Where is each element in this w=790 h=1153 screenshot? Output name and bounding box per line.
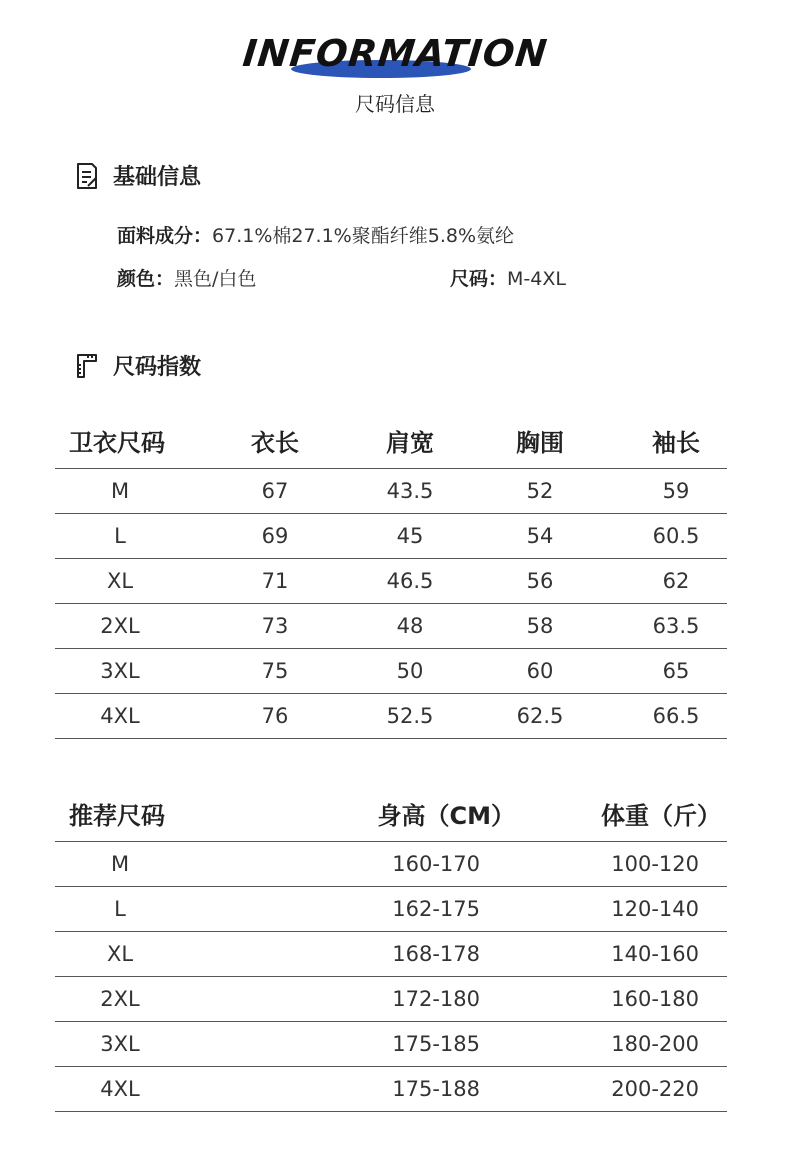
table-row	[55, 842, 727, 887]
basic-info-title: 基础信息	[113, 165, 202, 190]
color-value: 黑色/白色	[174, 268, 257, 290]
size-table	[55, 412, 727, 739]
table-cell: 100-120	[611, 852, 699, 876]
table-cell: 76	[261, 704, 289, 728]
table-cell: 3XL	[100, 659, 140, 683]
table-cell: 63.5	[652, 614, 700, 638]
table-header-row	[55, 785, 727, 842]
title-wrap	[240, 30, 550, 78]
table-cell: 2XL	[100, 614, 140, 638]
color-line	[117, 264, 256, 291]
table-row	[55, 1022, 727, 1067]
table-cell: 62	[662, 569, 690, 593]
document-icon	[75, 162, 99, 190]
page-title: INFORMATION	[240, 32, 550, 75]
table-cell: 62.5	[516, 704, 564, 728]
table-cell: 50	[396, 659, 424, 683]
table-cell: XL	[106, 942, 134, 966]
table-row	[55, 1067, 727, 1112]
table-row	[55, 977, 727, 1022]
size-value: M-4XL	[507, 268, 566, 290]
table-cell: 172-180	[392, 987, 480, 1011]
table-cell: 3XL	[100, 1032, 140, 1056]
header	[0, 30, 790, 117]
table-cell: 69	[261, 524, 289, 548]
table-cell: 56	[526, 569, 554, 593]
table-cell: 48	[396, 614, 424, 638]
column-header: 衣长	[251, 428, 299, 457]
table-cell: 43.5	[386, 479, 434, 503]
table-header-row	[55, 412, 727, 469]
table-cell: 180-200	[611, 1032, 699, 1056]
table-cell: 67	[261, 479, 289, 503]
column-header: 身高（CM）	[377, 801, 515, 830]
size-index-heading	[75, 350, 201, 381]
table-cell: 200-220	[611, 1077, 699, 1101]
table-cell: 162-175	[392, 897, 480, 921]
column-header: 袖长	[652, 428, 700, 457]
table-row	[55, 514, 727, 559]
size-index-title: 尺码指数	[113, 355, 202, 380]
fabric-line	[117, 221, 514, 248]
table-cell: M	[110, 479, 130, 503]
table-row	[55, 932, 727, 977]
column-header: 推荐尺码	[69, 801, 165, 830]
table-row	[55, 887, 727, 932]
table-cell: 66.5	[652, 704, 700, 728]
color-label: 颜色：	[117, 268, 175, 290]
table-cell: M	[110, 852, 130, 876]
table-cell: 45	[396, 524, 424, 548]
table-cell: 71	[261, 569, 289, 593]
table-cell: 175-188	[392, 1077, 480, 1101]
table-cell: L	[114, 524, 126, 548]
fabric-label: 面料成分：	[117, 225, 213, 247]
table-cell: 52.5	[386, 704, 434, 728]
table-cell: 4XL	[100, 704, 140, 728]
table-row	[55, 559, 727, 604]
basic-info-heading	[75, 160, 201, 191]
table-cell: XL	[106, 569, 134, 593]
column-header: 肩宽	[386, 428, 434, 457]
table-cell: 73	[261, 614, 289, 638]
size-label: 尺码：	[450, 268, 508, 290]
table-cell: 46.5	[386, 569, 434, 593]
table-row	[55, 649, 727, 694]
ruler-icon	[75, 352, 99, 380]
table-cell: 2XL	[100, 987, 140, 1011]
table-cell: 58	[526, 614, 554, 638]
column-header: 卫衣尺码	[69, 428, 165, 457]
recommend-table	[55, 785, 727, 1112]
table-cell: 75	[261, 659, 289, 683]
table-cell: 168-178	[392, 942, 480, 966]
size-line	[450, 264, 566, 291]
table-cell: 60.5	[652, 524, 700, 548]
table-cell: 160-180	[611, 987, 699, 1011]
table-row	[55, 694, 727, 739]
table-cell: 59	[662, 479, 690, 503]
column-header: 体重（斤）	[601, 801, 721, 830]
table-cell: 175-185	[392, 1032, 480, 1056]
table-cell: 140-160	[611, 942, 699, 966]
table-cell: 65	[662, 659, 690, 683]
table-cell: L	[114, 897, 126, 921]
table-cell: 54	[526, 524, 554, 548]
column-header: 胸围	[516, 428, 564, 457]
table-cell: 60	[526, 659, 554, 683]
table-cell: 120-140	[611, 897, 699, 921]
table-row	[55, 469, 727, 514]
table-cell: 4XL	[100, 1077, 140, 1101]
fabric-value: 67.1%棉27.1%聚酯纤维5.8%氨纶	[212, 225, 515, 247]
table-cell: 52	[526, 479, 554, 503]
table-cell: 160-170	[392, 852, 480, 876]
page-subtitle: 尺码信息	[355, 92, 435, 116]
table-row	[55, 604, 727, 649]
